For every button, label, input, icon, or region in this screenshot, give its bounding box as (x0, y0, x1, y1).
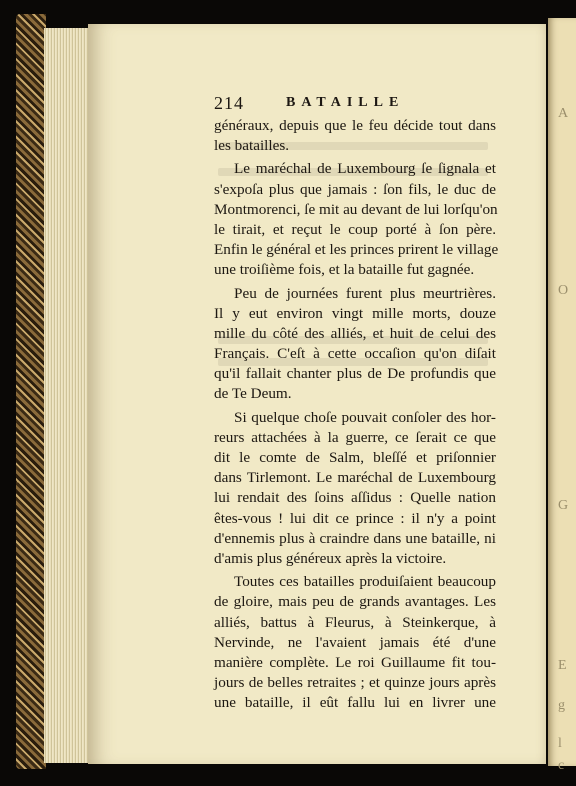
text-line: les batailles. (214, 137, 290, 155)
facing-page-letter: A (558, 106, 569, 121)
text-line: Montmorenci, ſe mit au devant de lui lorſqu'on (214, 200, 498, 218)
running-title: BATAILLE (286, 95, 405, 110)
text-line: lui rendait des ſoins aſſidus : Quelle nation (214, 489, 496, 507)
text-line: jours de belles retraites ; et quinze jours après (214, 674, 496, 692)
running-head (214, 93, 494, 115)
text-line: Peu de journées furent plus meurtrières. (234, 284, 496, 302)
text-line: Toutes ces batailles produiſaient beaucoup (234, 573, 496, 591)
text-line: Nervinde, ne l'avaient jamais été d'une (214, 633, 496, 651)
text-line: alliés, battus à Fleurus, à Steinkerque, à (214, 613, 496, 631)
text-line: de gloire, mais peu de grands avantages. Les (214, 593, 496, 611)
text-line: généraux, depuis que le feu décide tout dans (214, 117, 496, 134)
text-line: reurs attachées à la guerre, ce ſerait ce que (214, 428, 496, 446)
facing-page (548, 18, 576, 773)
text-line: de Te Deum. (214, 385, 292, 403)
text-line: manière complète. Le roi Guillaume fit tou- (214, 653, 496, 671)
text-line: Français. C'eſt à cette occaſion qu'on diſait (214, 345, 496, 363)
text-line: Le maréchal de Luxembourg ſe ſignala et (234, 160, 496, 178)
page-number: 214 (214, 93, 244, 113)
facing-page-letter: l (558, 736, 562, 751)
page-edges (44, 28, 90, 763)
text-line: dans Tirlemont. Le maréchal de Luxembourg (214, 469, 496, 487)
text-line: d'amis plus généreux après la victoire. (214, 549, 447, 567)
text-line: une troiſième fois, et la bataille fut gagnée. (214, 261, 475, 279)
text-line: d'ennemis plus à craindre dans une bataille, ni (214, 529, 496, 547)
text-line: une bataille, il eût fallu lui en livrer une (214, 694, 496, 712)
text-line: Si quelque choſe pouvait conſoler des hor- (234, 408, 496, 426)
text-line: Il y eut environ vingt mille morts, douze (214, 304, 496, 322)
text-line: dit le comte de Salm, bleſſé et priſonnier (214, 449, 496, 466)
facing-page-letter: g (558, 698, 565, 713)
facing-page-letter: O (558, 283, 569, 298)
facing-page-letter: E (558, 658, 567, 673)
text-line: Enfin le général et les princes prirent le village (214, 241, 499, 259)
text-line: êtes-vous ! lui dit ce prince : il n'y a point (214, 509, 496, 527)
facing-page-letter: c (558, 758, 565, 773)
book-spine (16, 14, 46, 769)
text-line: le tirait, et reçut le coup porté à ſon père. (214, 220, 496, 238)
text-line: s'expoſa plus que jamais : ſon fils, le duc de (214, 180, 496, 198)
text-line: qu'il fallait chanter plus de De profundis que (214, 365, 496, 383)
page-body (214, 116, 499, 713)
text-line: mille du côté des alliés, et huit de celui des (214, 324, 496, 342)
facing-page-letter: G (558, 498, 569, 513)
